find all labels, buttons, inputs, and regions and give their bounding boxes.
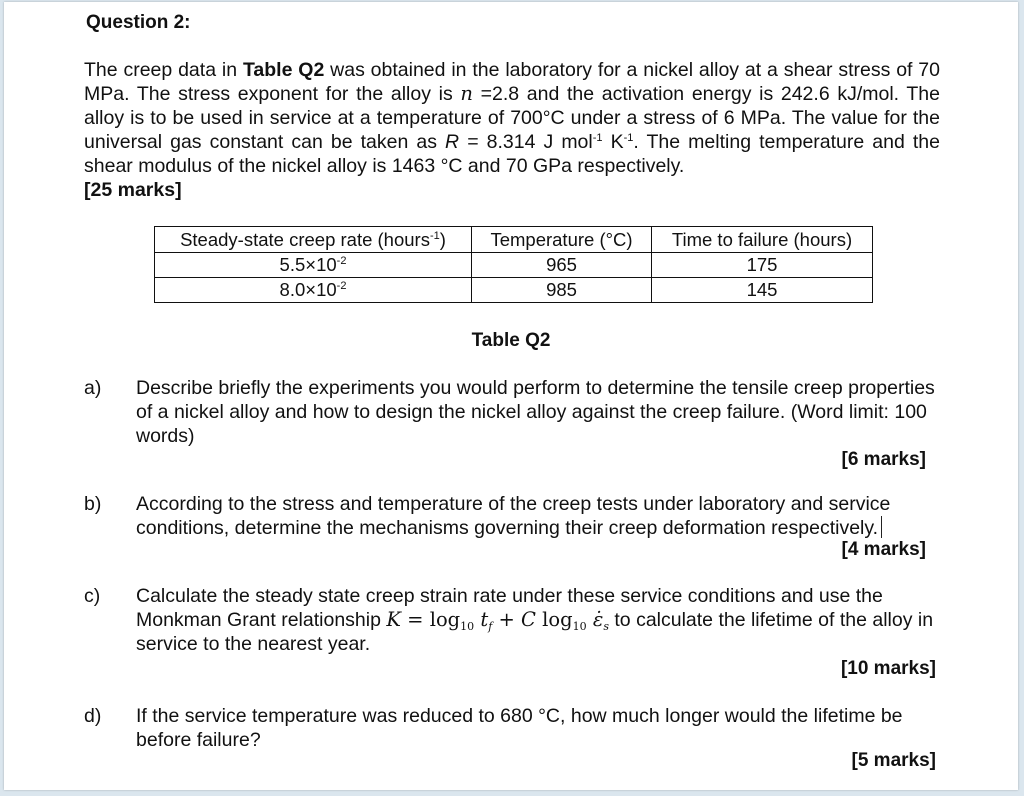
- part-a-marks: [6 marks]: [841, 449, 926, 470]
- part-d-text: If the service temperature was reduced to 680 °C, how much longer would the lifetime be before failure?: [136, 705, 903, 751]
- part-b-label: b): [84, 493, 102, 515]
- part-b: [84, 492, 944, 542]
- table-reference: Table Q2: [242, 59, 325, 81]
- eq-t-sub: f: [488, 620, 493, 633]
- total-marks: [25 marks]: [84, 179, 182, 201]
- stress-exponent-symbol: n: [460, 82, 473, 105]
- part-c-text-wrap: [136, 584, 942, 656]
- exponent-mol: -1: [592, 132, 603, 144]
- creep-data-table: [154, 226, 873, 303]
- rate-base: 5.5×10: [279, 254, 337, 275]
- part-c: [84, 584, 944, 660]
- eq-c: C: [521, 608, 536, 631]
- eq-equals: =: [400, 608, 430, 631]
- intro-text-3: =2.8 and the activation energy is 242.6 kJ/mol. The alloy is to be used in service at a temperature of 700°C under a stress of 6 MPa. The value for the universal gas constant can be taken as: [84, 83, 940, 153]
- table-row: [155, 253, 873, 278]
- question-title: Question 2:: [86, 12, 191, 33]
- text-cursor: [881, 516, 882, 538]
- part-a-label: a): [84, 377, 102, 399]
- part-b-text-wrap: [136, 492, 942, 540]
- intro-text-1: The creep data in: [84, 59, 243, 81]
- intro-text-2: was obtained in the laboratory for a nickel alloy at a shear stress of 70 MPa. The stress exponent for the alloy is: [84, 59, 941, 105]
- gas-constant-symbol: R: [445, 131, 460, 153]
- eq-log-2: log: [535, 608, 573, 631]
- part-c-text-2: to calculate the lifetime of the alloy in service to the nearest year.: [136, 609, 934, 655]
- document-page: [4, 2, 1018, 790]
- eq-epsilon: ε̇: [592, 608, 604, 631]
- header-creep-rate-end: ): [439, 228, 446, 250]
- eq-log-1: log: [429, 608, 461, 631]
- rate-exp: -2: [336, 255, 347, 267]
- header-temperature: Temperature (°C): [472, 227, 652, 253]
- eq-log-1-base: 10: [460, 620, 475, 633]
- rate-exp: -2: [336, 280, 347, 292]
- eq-log-2-base: 10: [572, 620, 587, 633]
- header-creep-rate-exp: -1: [429, 229, 440, 242]
- eq-t: t: [480, 608, 489, 631]
- question-intro: [84, 58, 940, 202]
- intro-text-5: K: [602, 131, 624, 153]
- part-a-text: Describe briefly the experiments you would perform to determine the tensile creep properties of a nickel alloy and how to design the nickel alloy against the creep failure. (Word limit: 100 words): [136, 377, 935, 447]
- part-b-text: According to the stress and temperature of the creep tests under laboratory and service conditions, determine the mechanisms governing their creep deformation respectively.: [136, 493, 891, 539]
- table-header-row: [155, 227, 873, 253]
- rate-base: 8.0×10: [279, 279, 337, 300]
- cell-creep-rate: [155, 253, 472, 278]
- part-d-marks: [5 marks]: [851, 750, 936, 771]
- intro-text-6: . The melting temperature and the shear modulus of the nickel alloy is 1463 °C and 70 GPa respectively.: [84, 131, 940, 177]
- cell-creep-rate: [155, 278, 472, 303]
- exponent-k: -1: [623, 132, 634, 144]
- cell-time-to-failure: 145: [652, 278, 873, 303]
- part-a: [84, 376, 944, 456]
- eq-k: K: [386, 608, 401, 631]
- table-caption: Table Q2: [471, 330, 551, 351]
- cell-temperature: 985: [472, 278, 652, 303]
- header-time-to-failure: Time to failure (hours): [652, 227, 873, 253]
- cell-temperature: 965: [472, 253, 652, 278]
- eq-epsilon-sub: s: [603, 620, 609, 633]
- cell-time-to-failure: 175: [652, 253, 873, 278]
- header-creep-rate: [155, 227, 472, 253]
- table-row: [155, 278, 873, 303]
- header-creep-rate-text: Steady-state creep rate (hours: [180, 228, 430, 250]
- part-c-label: c): [84, 585, 101, 607]
- part-d: [84, 704, 944, 754]
- part-d-label: d): [84, 705, 102, 727]
- part-b-marks: [4 marks]: [841, 539, 926, 560]
- intro-text-4: = 8.314 J mol: [459, 131, 593, 153]
- eq-plus: +: [492, 608, 522, 631]
- part-c-text-1: Calculate the steady state creep strain rate under these service conditions and use the Monkman Grant relationship: [136, 585, 883, 631]
- part-c-marks: [10 marks]: [840, 658, 936, 679]
